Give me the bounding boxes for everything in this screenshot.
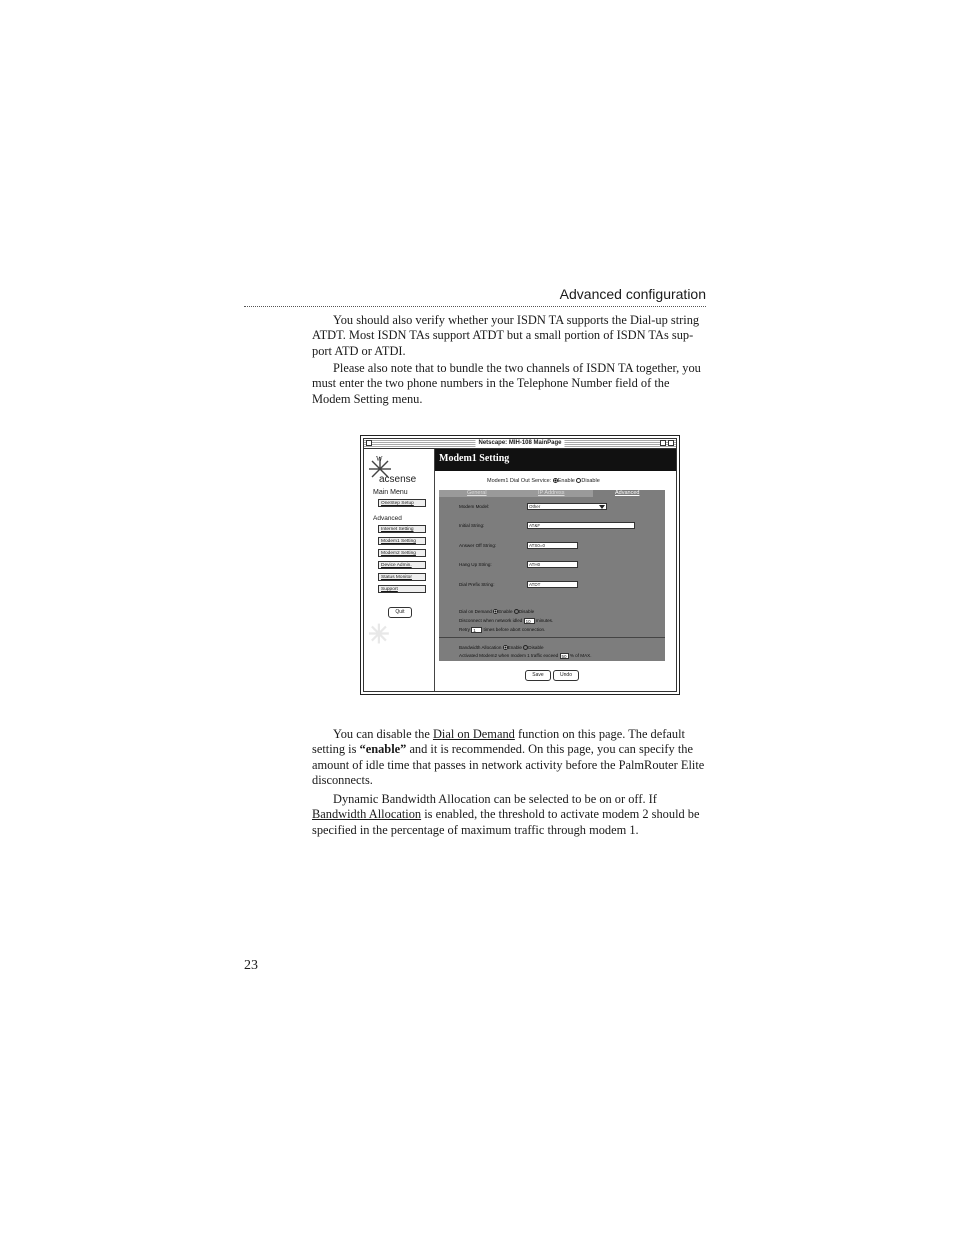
- initial-string-label: Initial String:: [459, 523, 485, 528]
- watermark-logo-icon: ✳: [368, 619, 390, 649]
- menu-modem1-setting[interactable]: Modem1 Setting: [378, 537, 426, 545]
- retry-label: Retry: [459, 627, 470, 633]
- undo-button[interactable]: Undo: [553, 670, 579, 681]
- close-box-icon[interactable]: [366, 440, 372, 446]
- bandwidth-row: [459, 645, 544, 650]
- panel-divider: [439, 637, 665, 638]
- bandwidth-enable-label: Enable: [507, 645, 522, 650]
- threshold-suffix: % of MAX.: [569, 653, 592, 659]
- menu-onestep-setup[interactable]: OneStep Setup: [378, 499, 426, 507]
- service-enable-label: Enable: [557, 478, 575, 484]
- hang-up-label: Hang Up String:: [459, 562, 492, 567]
- window-title: Netscape: MIH-108 MainPage: [475, 439, 564, 448]
- main-menu-heading: Main Menu: [373, 489, 408, 496]
- activate-modem2-row: [459, 653, 592, 659]
- dod-enable-label: Enable: [498, 609, 513, 614]
- sidebar: [364, 449, 435, 691]
- svg-text:W: W: [376, 455, 383, 463]
- settings-panel: [439, 497, 665, 661]
- dial-on-demand-row: [459, 609, 534, 614]
- section-title: Advanced configuration: [559, 286, 706, 302]
- minutes-label: minutes.: [535, 618, 554, 624]
- tab-general[interactable]: General: [467, 490, 487, 496]
- dial-on-demand-link[interactable]: Dial on Demand: [432, 727, 515, 741]
- disconnect-label: Disconnect when network idled: [459, 618, 523, 624]
- menu-status-monitor[interactable]: Status Monitor: [378, 573, 426, 581]
- paragraph-isdn-dialup: You should also verify whether your ISDN TA supports the Dial-up string ATDT. Most ISDN TAs support ATDT but a small portion of ISDN TAs sup-port ATD or ATDI.: [312, 313, 700, 358]
- page-heading: Modem1 Setting: [435, 449, 676, 471]
- save-button[interactable]: Save: [525, 670, 551, 681]
- modem-model-select[interactable]: [527, 503, 607, 510]
- idle-minutes-input[interactable]: 10: [524, 618, 535, 624]
- service-label: Modem1 Dial Out Service:: [487, 478, 552, 484]
- modem-model-label: Modem Model:: [459, 504, 490, 509]
- answer-off-input[interactable]: ATS0=0: [527, 542, 578, 549]
- logo-wordmark: acsense: [379, 474, 417, 485]
- traffic-threshold-input[interactable]: 50: [561, 654, 567, 659]
- service-disable-label: Disable: [581, 478, 600, 484]
- main-content: [435, 449, 676, 691]
- menu-device-admin[interactable]: Device Admin.: [378, 561, 426, 569]
- quit-button[interactable]: Quit: [388, 607, 412, 618]
- dial-prefix-input[interactable]: ATDT: [527, 581, 578, 588]
- dial-out-service-row: [487, 478, 600, 484]
- hang-up-input[interactable]: ATH0: [527, 561, 578, 568]
- bandwidth-label: Bandwidth Allocation: [459, 645, 502, 650]
- tab-bar: [439, 490, 665, 497]
- chevron-down-icon: [599, 505, 605, 509]
- collapse-box-icon[interactable]: [668, 440, 674, 446]
- activate-label: Activated Modem2 when modem 1 traffic exceed: [459, 653, 559, 659]
- dod-disable-label: Disable: [518, 609, 535, 614]
- zoom-box-icon[interactable]: [660, 440, 666, 446]
- menu-support[interactable]: Support: [378, 585, 426, 593]
- tab-advanced[interactable]: Advanced: [615, 490, 640, 496]
- paragraph-bundle-channels: Please also note that to bundle the two channels of ISDN TA together, you must enter the two phone numbers in the Telephone Number field of the Modem Setting menu.: [312, 361, 701, 406]
- modem-model-value: Other: [529, 504, 541, 509]
- dial-prefix-label: Dial Prefix String:: [459, 582, 495, 587]
- menu-modem2-setting[interactable]: Modem2 Setting: [378, 549, 426, 557]
- dod-label: Dial on Demand: [459, 609, 492, 614]
- bandwidth-disable-label: Disable: [528, 645, 544, 650]
- paragraph-bandwidth-allocation: Dynamic Bandwidth Allocation can be selected to be on or off. If Bandwidth Allocation is enabled, the threshold to activate modem 2 should be specified in the percentage of maximum traffic through modem 1.: [312, 792, 700, 837]
- initial-string-input[interactable]: AT&F: [527, 522, 635, 529]
- page-number: 23: [244, 958, 258, 973]
- advanced-heading: Advanced: [373, 515, 402, 522]
- answer-off-label: Answer Off String:: [459, 543, 497, 548]
- tab-ip-address[interactable]: IP Address: [538, 490, 565, 496]
- retry-suffix: times before abort connection.: [483, 627, 546, 633]
- screenshot-window: [360, 435, 680, 695]
- paragraph-dial-on-demand: You can disable the Dial on Demand function on this page. The default setting is “enable” and it is recommended. On this page, you can specify the amount of idle time that passes in network activity before the PalmRouter Elite disconnects.: [312, 727, 705, 788]
- header-divider: [244, 306, 706, 307]
- window-titlebar: [364, 439, 676, 449]
- retry-input[interactable]: 1: [471, 627, 482, 633]
- retry-row: [459, 627, 545, 633]
- disconnect-row: [459, 618, 553, 624]
- bandwidth-allocation-link[interactable]: Bandwidth Allocation: [312, 807, 422, 822]
- menu-internet-setting[interactable]: Internet Setting: [378, 525, 426, 533]
